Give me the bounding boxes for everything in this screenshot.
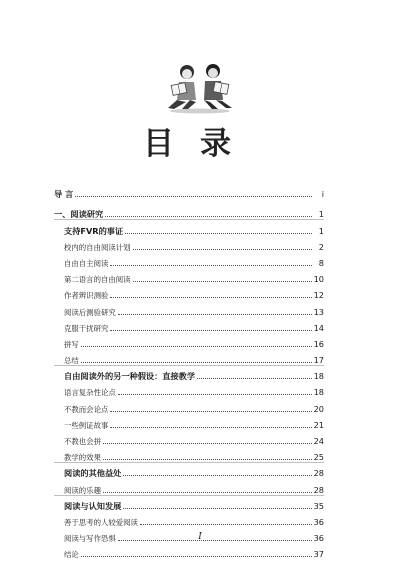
toc-entry-label: 阅读与认知发展 <box>64 500 122 511</box>
toc-entry[interactable] <box>54 318 324 334</box>
reading-children-illustration <box>160 62 240 114</box>
toc-entry-page: 21 <box>313 419 324 430</box>
dot-leader <box>81 362 312 363</box>
toc-entry-label: 校内的自由阅读计划 <box>64 242 131 252</box>
toc-entry[interactable] <box>54 350 324 366</box>
toc-entry-page: 16 <box>313 338 324 349</box>
dot-leader <box>105 216 312 217</box>
dot-leader <box>81 346 312 347</box>
dot-leader <box>125 233 312 234</box>
toc-entry-label: 导 言 <box>54 189 74 200</box>
dot-leader <box>103 443 312 444</box>
toc-entry-label: 自由自主阅读 <box>64 258 109 268</box>
toc-entry-label: 结论 <box>64 550 79 560</box>
toc-entry[interactable] <box>54 544 324 560</box>
toc-entry-label: 拼写 <box>64 339 79 349</box>
toc-entry[interactable] <box>54 220 324 236</box>
toc-entry-label: 一些例证故事 <box>64 420 109 430</box>
toc-entry-label: 阅读后测验研究 <box>64 307 116 317</box>
toc-entry[interactable] <box>54 398 324 414</box>
toc-entry[interactable] <box>54 285 324 301</box>
toc-entry-page: 18 <box>313 387 324 398</box>
dot-leader <box>118 394 312 395</box>
toc-entry[interactable] <box>54 204 324 220</box>
dot-leader <box>103 492 312 493</box>
table-of-contents <box>54 184 324 560</box>
toc-entry-page: 20 <box>313 403 324 414</box>
toc-entry[interactable] <box>54 269 324 285</box>
toc-entry-page: 36 <box>313 516 324 527</box>
toc-entry-page: 1 <box>318 225 324 236</box>
dot-leader <box>110 265 312 266</box>
toc-entry[interactable] <box>54 334 324 350</box>
dot-leader <box>197 378 312 379</box>
toc-entry[interactable] <box>54 447 324 463</box>
toc-entry-page: 18 <box>313 371 324 382</box>
toc-entry[interactable] <box>54 382 324 398</box>
toc-entry[interactable] <box>54 512 324 528</box>
dot-leader <box>75 196 312 197</box>
toc-entry-label: 总结 <box>64 356 79 366</box>
toc-entry-page: 36 <box>313 533 324 544</box>
toc-entry-page: 13 <box>313 306 324 317</box>
dot-leader <box>110 330 311 331</box>
toc-entry-page: 12 <box>313 290 324 301</box>
toc-entry-page: 1 <box>318 209 324 220</box>
dot-leader <box>110 411 311 412</box>
toc-entry[interactable] <box>54 479 324 495</box>
toc-entry-page: 24 <box>313 436 324 446</box>
toc-entry[interactable] <box>54 253 324 269</box>
dot-leader <box>110 297 311 298</box>
toc-entry-label: 第二语言的自由阅读 <box>64 275 131 285</box>
toc-entry[interactable] <box>54 184 324 200</box>
page-number: I <box>198 532 202 542</box>
toc-entry[interactable] <box>54 431 324 447</box>
dot-leader <box>123 508 311 509</box>
toc-entry[interactable] <box>54 415 324 431</box>
dot-leader <box>118 314 312 315</box>
toc-entry-label: 语言复杂性论点 <box>64 388 116 398</box>
toc-entry[interactable] <box>54 237 324 253</box>
dot-leader <box>81 556 312 557</box>
toc-entry-label: 不教而会论点 <box>64 404 109 414</box>
toc-entry-page: 37 <box>313 549 324 560</box>
toc-entry-page: 25 <box>313 452 324 463</box>
toc-entry-page: 17 <box>313 355 324 366</box>
toc-entry-label: 一、阅读研究 <box>54 209 104 220</box>
dot-leader <box>110 427 311 428</box>
dot-leader <box>140 524 312 525</box>
toc-entry-page: 35 <box>313 500 324 511</box>
toc-entry[interactable] <box>54 366 324 382</box>
dot-leader <box>103 459 312 460</box>
toc-entry[interactable] <box>54 301 324 317</box>
page-title: 目录 <box>143 126 257 162</box>
toc-entry-label: 克服干扰研究 <box>64 323 109 333</box>
toc-entry-label: 阅读的其他益处 <box>64 468 122 479</box>
section-divider <box>54 365 324 366</box>
toc-entry-page: 2 <box>318 241 324 252</box>
toc-entry-page: i <box>321 189 324 200</box>
toc-entry-page: 10 <box>313 274 324 285</box>
toc-entry-page: 28 <box>313 484 324 495</box>
section-divider <box>54 495 324 496</box>
toc-entry-label: 阅读的乐趣 <box>64 485 101 495</box>
section-divider <box>54 462 324 463</box>
section-divider <box>54 219 324 220</box>
toc-entry[interactable] <box>54 496 324 512</box>
toc-entry-label: 教学的效果 <box>64 453 101 463</box>
dot-leader <box>133 281 312 282</box>
toc-entry-page: 28 <box>313 468 324 479</box>
toc-entry-label: 阅读与写作恐惧 <box>64 534 116 544</box>
dot-leader <box>123 475 311 476</box>
toc-entry[interactable] <box>54 463 324 479</box>
toc-entry-page: 8 <box>318 257 324 268</box>
toc-entry-label: 自由阅读外的另一种假设：直接教学 <box>64 371 196 382</box>
toc-entry-label: 善于思考的人较爱阅读 <box>64 517 138 527</box>
toc-entry-label: 不教也会拼 <box>64 437 101 446</box>
toc-entry-page: 14 <box>313 322 324 333</box>
toc-entry-label: 作者辨识测验 <box>64 291 109 301</box>
toc-entry-label: 支持FVR的事证 <box>64 225 124 236</box>
dot-leader <box>133 249 312 250</box>
